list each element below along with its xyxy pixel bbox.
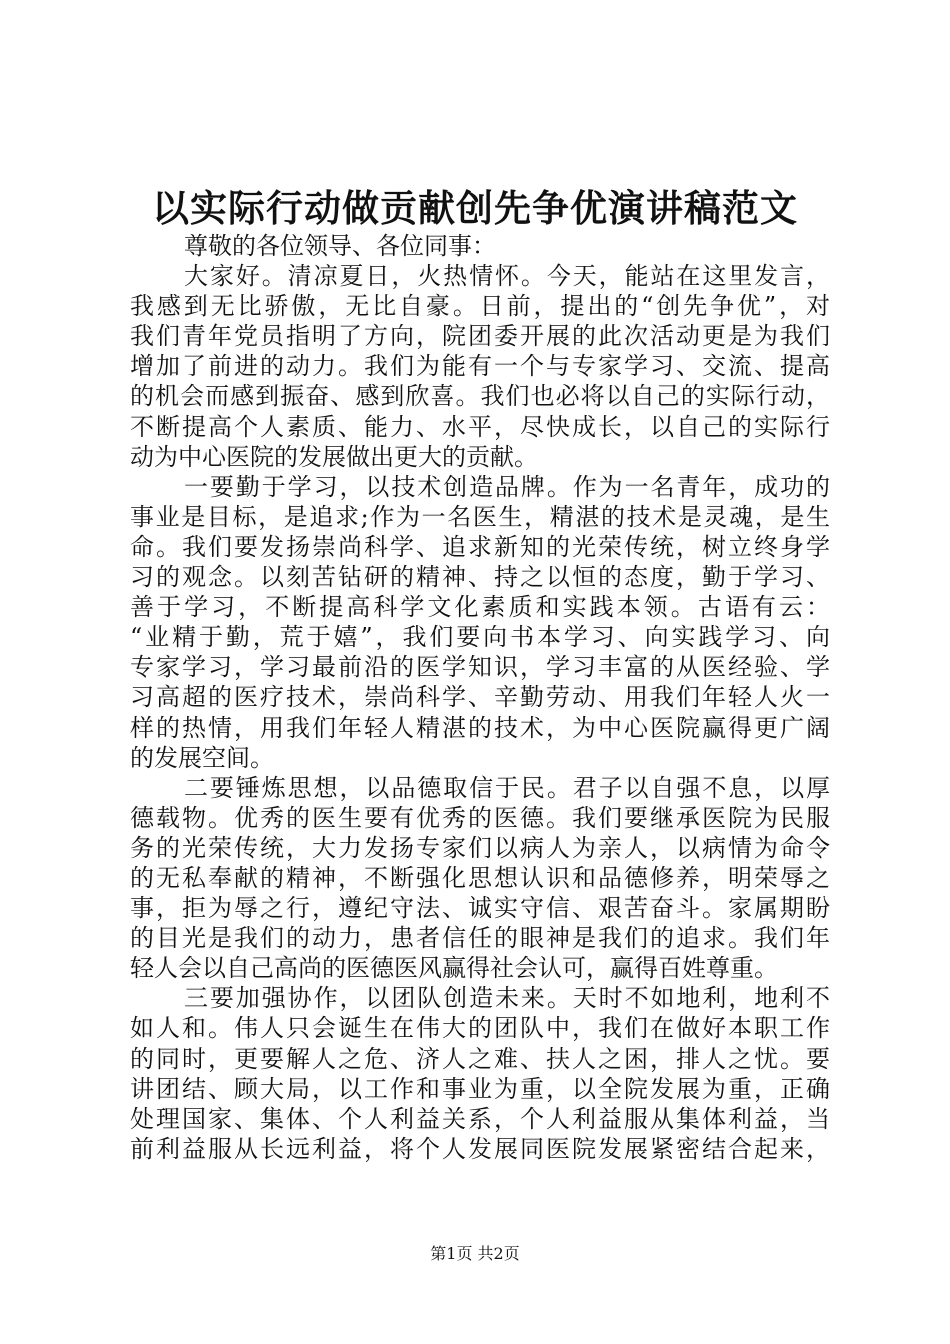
text-line: 的无私奉献的精神，不断强化思想认识和品德修养，明荣辱之 [130, 863, 830, 892]
text-line: 命。我们要发扬崇尚科学、追求新知的光荣传统，树立终身学 [130, 532, 830, 561]
text-line: 轻人会以自己高尚的医德医风赢得社会认可，赢得百姓尊重。 [130, 954, 778, 983]
document-body [130, 231, 830, 1164]
text-line: 专家学习，学习最前沿的医学知识，学习丰富的从医经验、学 [130, 653, 830, 682]
text-line: 习的观念。以刻苦钻研的精神、持之以恒的态度，勤于学习、 [130, 563, 830, 592]
text-line: 的同时，更要解人之危、济人之难、扶人之困，排人之忧。要 [130, 1044, 830, 1073]
text-line: 我感到无比骄傲，无比自豪。日前，提出的“创先争优”，对 [130, 292, 830, 321]
text-line: 德载物。优秀的医生要有优秀的医德。我们要继承医院为民服 [130, 803, 830, 832]
text-line: 动为中心医院的发展做出更大的贡献。 [130, 442, 538, 471]
text-line: 样的热情，用我们年轻人精湛的技术，为中心医院赢得更广阔 [130, 713, 830, 742]
text-line: 不断提高个人素质、能力、水平，尽快成长，以自己的实际行 [130, 412, 830, 441]
text-line: 如人和。伟人只会诞生在伟大的团队中，我们在做好本职工作 [130, 1014, 830, 1043]
text-line: 的目光是我们的动力，患者信任的眼神是我们的追求。我们年 [130, 924, 830, 953]
text-line: 务的光荣传统，大力发扬专家们以病人为亲人，以病情为命令 [130, 833, 830, 862]
text-line: 习高超的医疗技术，崇尚科学、辛勤劳动、用我们年轻人火一 [130, 683, 830, 712]
page-footer: 第1页 共2页 [430, 1244, 520, 1263]
text-line: 我们青年党员指明了方向，院团委开展的此次活动更是为我们 [130, 322, 830, 351]
text-line: 的机会而感到振奋、感到欣喜。我们也必将以自己的实际行动， [130, 382, 830, 411]
text-line: 讲团结、顾大局，以工作和事业为重，以全院发展为重，正确 [130, 1074, 830, 1103]
text-line: 大家好。清凉夏日，火热情怀。今天，能站在这里发言， [184, 262, 830, 291]
text-line: 处理国家、集体、个人利益关系，个人利益服从集体利益，当 [130, 1104, 830, 1133]
document-title: 以实际行动做贡献创先争优演讲稿范文 [152, 186, 798, 230]
text-line: 前利益服从长远利益，将个人发展同医院发展紧密结合起来， [130, 1134, 830, 1163]
text-line: “业精于勤，荒于嬉”，我们要向书本学习、向实践学习、向 [130, 623, 830, 652]
text-line: 三要加强协作，以团队创造未来。天时不如地利，地利不 [184, 984, 830, 1013]
text-line: 增加了前进的动力。我们为能有一个与专家学习、交流、提高 [130, 352, 830, 381]
text-line: 一要勤于学习，以技术创造品牌。作为一名青年，成功的 [184, 472, 830, 501]
text-line: 事，拒为辱之行，遵纪守法、诚实守信、艰苦奋斗。家属期盼 [130, 894, 830, 923]
text-line: 事业是目标，是追求;作为一名医生，精湛的技术是灵魂，是生 [130, 502, 830, 531]
text-line: 二要锤炼思想，以品德取信于民。君子以自强不息，以厚 [184, 773, 830, 802]
text-line: 的发展空间。 [130, 743, 274, 772]
text-line: 善于学习，不断提高科学文化素质和实践本领。古语有云： [130, 593, 830, 622]
text-line: 尊敬的各位领导、各位同事： [184, 232, 496, 260]
